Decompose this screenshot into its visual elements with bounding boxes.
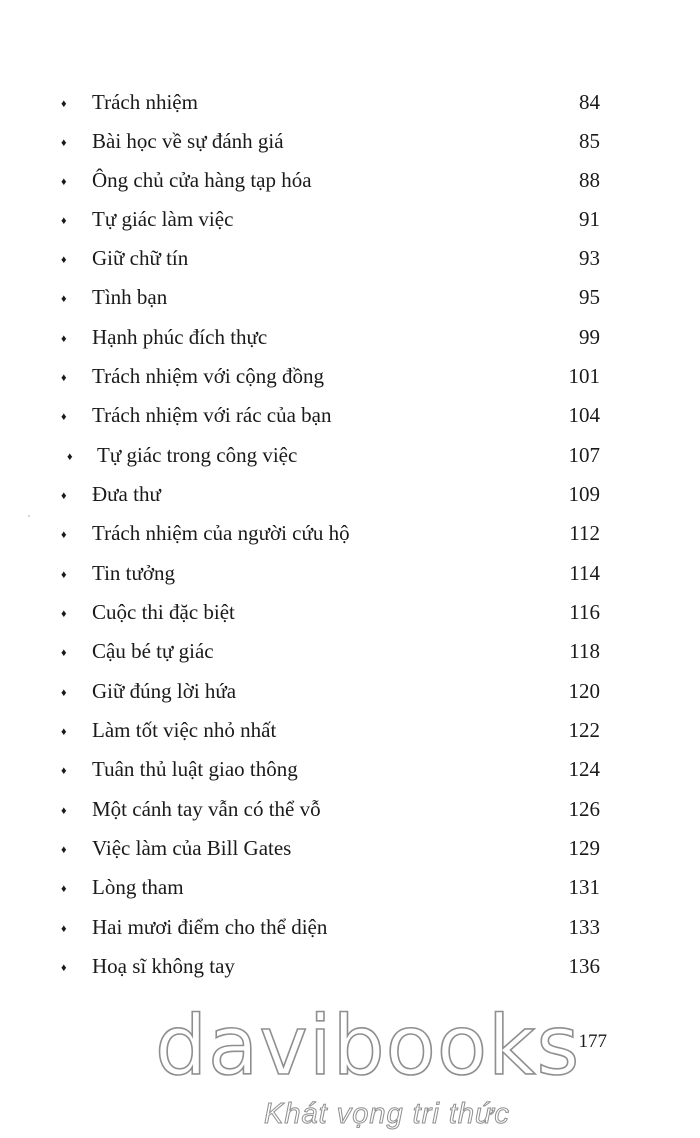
toc-entry: [0, 757, 700, 796]
toc-entry-title: Tự giác làm việc: [92, 207, 234, 231]
toc-entry-page: 88: [579, 168, 600, 192]
toc-entry: [0, 403, 700, 442]
toc-entry: [0, 325, 700, 364]
diamond-bullet-icon: ♦: [61, 137, 67, 149]
toc-entry: [0, 639, 700, 678]
toc-entry: [0, 718, 700, 757]
diamond-bullet-icon: ♦: [61, 647, 67, 659]
toc-entry-title: Bài học về sự đánh giá: [92, 129, 284, 153]
toc-entry: [0, 679, 700, 718]
diamond-bullet-icon: ♦: [61, 923, 67, 935]
toc-entry-page: 131: [568, 875, 600, 899]
diamond-bullet-icon: ♦: [61, 805, 67, 817]
diamond-bullet-icon: ♦: [61, 372, 67, 384]
toc-entry-title: Cuộc thi đặc biệt: [92, 600, 235, 624]
page-number: 177: [578, 1031, 607, 1052]
diamond-bullet-icon: ♦: [67, 451, 73, 463]
scan-speck: [28, 515, 30, 517]
toc-entry-page: 136: [568, 954, 600, 978]
toc-entry-title: Giữ chữ tín: [92, 246, 189, 270]
toc-entry-page: 133: [568, 915, 600, 939]
toc-entry-title: Tin tưởng: [92, 561, 175, 585]
diamond-bullet-icon: ♦: [61, 293, 67, 305]
diamond-bullet-icon: ♦: [61, 883, 67, 895]
watermark-logo: davibooks: [155, 999, 581, 1094]
toc-entry: [0, 797, 700, 836]
toc-entry-title: Tình bạn: [92, 285, 168, 309]
toc-entry-title: Lòng tham: [92, 875, 184, 899]
toc-entry: [0, 600, 700, 639]
toc-entry-page: 107: [568, 443, 600, 467]
toc-entry-title: Trách nhiệm: [92, 90, 198, 114]
diamond-bullet-icon: ♦: [61, 176, 67, 188]
toc-entry-title: Tuân thủ luật giao thông: [92, 757, 298, 781]
toc-entry-title: Trách nhiệm của người cứu hộ: [92, 521, 350, 545]
toc-entry-page: 91: [579, 207, 600, 231]
toc-entry-page: 85: [579, 129, 600, 153]
toc-entry-title: Hoạ sĩ không tay: [92, 954, 235, 978]
toc-entry-title: Tự giác trong công việc: [97, 443, 298, 467]
toc-entry-title: Cậu bé tự giác: [92, 639, 214, 663]
toc-entry: [0, 875, 700, 914]
toc-entry-page: 126: [568, 797, 600, 821]
toc-entry: [0, 561, 700, 600]
diamond-bullet-icon: ♦: [61, 411, 67, 423]
toc-entry: [0, 285, 700, 324]
diamond-bullet-icon: ♦: [61, 333, 67, 345]
toc-entry-title: Ông chủ cửa hàng tạp hóa: [92, 168, 312, 192]
toc-entry: [0, 836, 700, 875]
diamond-bullet-icon: ♦: [61, 529, 67, 541]
toc-entry-page: 99: [579, 325, 600, 349]
toc-entry: [0, 443, 700, 482]
diamond-bullet-icon: ♦: [61, 726, 67, 738]
watermark-tagline: Khát vọng tri thức: [264, 1098, 510, 1130]
toc-entry: [0, 521, 700, 560]
toc-entry-title: Làm tốt việc nhỏ nhất: [92, 718, 277, 742]
diamond-bullet-icon: ♦: [61, 254, 67, 266]
diamond-bullet-icon: ♦: [61, 490, 67, 502]
diamond-bullet-icon: ♦: [61, 844, 67, 856]
toc-entry-page: 109: [568, 482, 600, 506]
diamond-bullet-icon: ♦: [61, 765, 67, 777]
toc-entry: [0, 482, 700, 521]
toc-entry-page: 114: [569, 561, 600, 585]
toc-entry: [0, 364, 700, 403]
diamond-bullet-icon: ♦: [61, 569, 67, 581]
toc-entry-page: 116: [569, 600, 600, 624]
toc-entry-title: Đưa thư: [92, 482, 161, 506]
diamond-bullet-icon: ♦: [61, 98, 67, 110]
toc-entry-page: 122: [568, 718, 600, 742]
toc-entry-title: Giữ đúng lời hứa: [92, 679, 237, 703]
toc-entry: [0, 129, 700, 168]
toc-entry-title: Một cánh tay vẫn có thể vỗ: [92, 797, 321, 821]
toc-entry-page: 93: [579, 246, 600, 270]
toc-entry-title: Việc làm của Bill Gates: [92, 836, 292, 860]
toc-entry: [0, 207, 700, 246]
toc-entry-page: 124: [568, 757, 600, 781]
toc-entry-page: 120: [568, 679, 600, 703]
toc-entry-page: 101: [568, 364, 600, 388]
toc-entry-title: Trách nhiệm với rác của bạn: [92, 403, 332, 427]
diamond-bullet-icon: ♦: [61, 215, 67, 227]
diamond-bullet-icon: ♦: [61, 608, 67, 620]
toc-entry-title: Hai mươi điểm cho thể diện: [92, 915, 328, 939]
toc-entry-page: 118: [569, 639, 600, 663]
diamond-bullet-icon: ♦: [61, 687, 67, 699]
toc-entry-page: 84: [579, 90, 600, 114]
toc-entry-page: 112: [569, 521, 600, 545]
diamond-bullet-icon: ♦: [61, 962, 67, 974]
toc-entry-page: 104: [568, 403, 600, 427]
toc-entry-title: Hạnh phúc đích thực: [92, 325, 268, 349]
toc-entry-page: 129: [568, 836, 600, 860]
toc-entry: [0, 90, 700, 129]
toc-entry-page: 95: [579, 285, 600, 309]
toc-entry: [0, 246, 700, 285]
toc-entry: [0, 168, 700, 207]
toc-entry: [0, 954, 700, 993]
toc-entry-title: Trách nhiệm với cộng đồng: [92, 364, 324, 388]
toc-entry: [0, 915, 700, 954]
